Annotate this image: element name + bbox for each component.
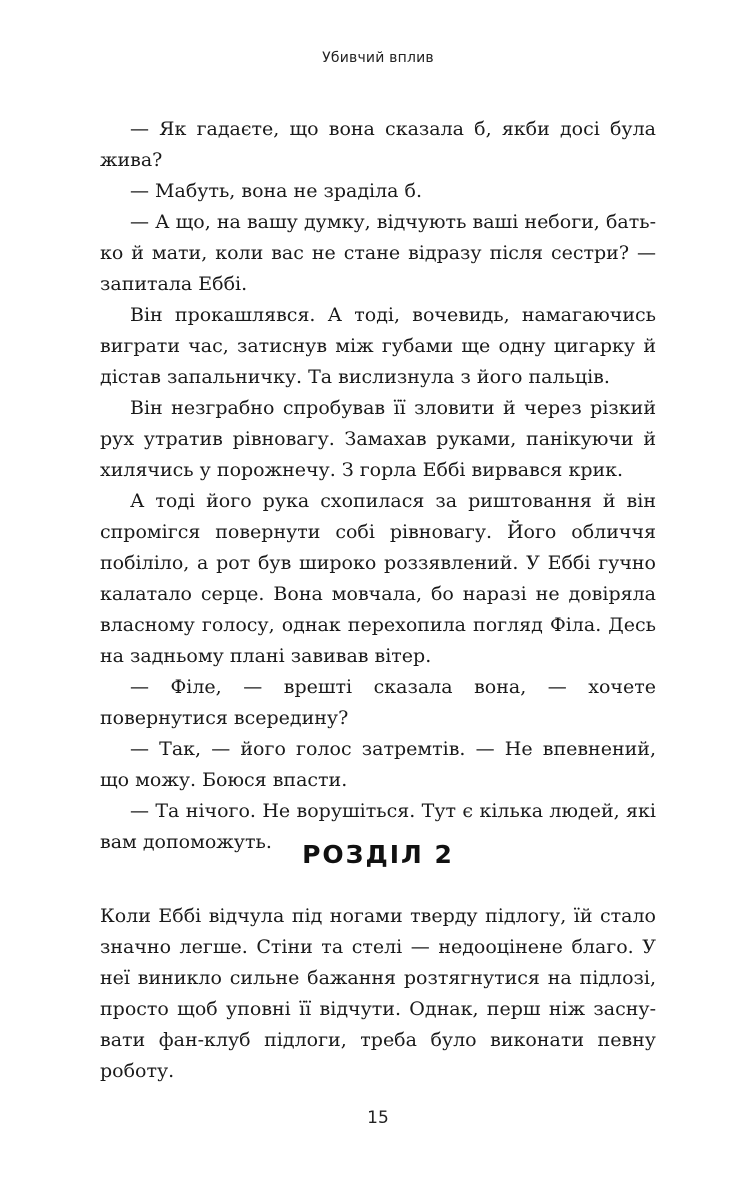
running-title: Убивчий вплив: [322, 50, 434, 66]
paragraph: А тоді його рука схопилася за риштовання й він спромігся повернути собі рівновагу. Його обличчя побіліло, а рот був широко роззявлений. У Еббі гучно калатало серце. Вона мовчала, бо наразі не довіряла власному голосу, однак перехопила погляд Філа. Десь на задньому плані завивав вітер.: [100, 490, 656, 667]
page-number: 15: [367, 1108, 389, 1128]
paragraph: — Мабуть, вона не зраділа б.: [130, 180, 423, 202]
paragraph: — А що, на вашу думку, відчують ваші небоги, батько й мати, коли вас не стане відразу після сестри? — запитала Еббі.: [100, 211, 656, 295]
body-text: [100, 114, 656, 858]
paragraph: — Як гадаєте, що вона сказала б, якби досі була жива?: [100, 118, 656, 171]
paragraph: — Так, — його голос затремтів. — Не впевнений, що можу. Боюся впасти.: [100, 738, 656, 791]
paragraph: — Та нічого. Не ворушіться. Тут є кілька людей, які вам допоможуть.: [100, 800, 656, 853]
chapter-opening-text: [100, 901, 656, 1087]
paragraph: — Філе, — врешті сказала вона, — хочете повернутися всередину?: [100, 676, 656, 729]
paragraph: Коли Еббі відчула під ногами тверду підлогу, їй стало значно легше. Стіни та стелі — недооцінене благо. У неї виникло сильне бажання розтягнутися на підлозі, просто щоб уповні її відчути. Однак, перш ніж заснувати фан-клуб підлоги, треба було виконати певну роботу.: [100, 905, 656, 1082]
paragraph: Він незграбно спробував її зловити й через різкий рух утратив рівновагу. Замахав руками, панікуючи й хилячись у порожнечу. З горла Еббі вирвався крик.: [100, 397, 656, 481]
chapter-heading: РОЗДІЛ 2: [302, 840, 454, 869]
paragraph: Він прокашлявся. А тоді, вочевидь, намагаючись виграти час, затиснув між губами ще одну цигарку й дістав запальничку. Та вислизнула з його пальців.: [100, 304, 656, 388]
